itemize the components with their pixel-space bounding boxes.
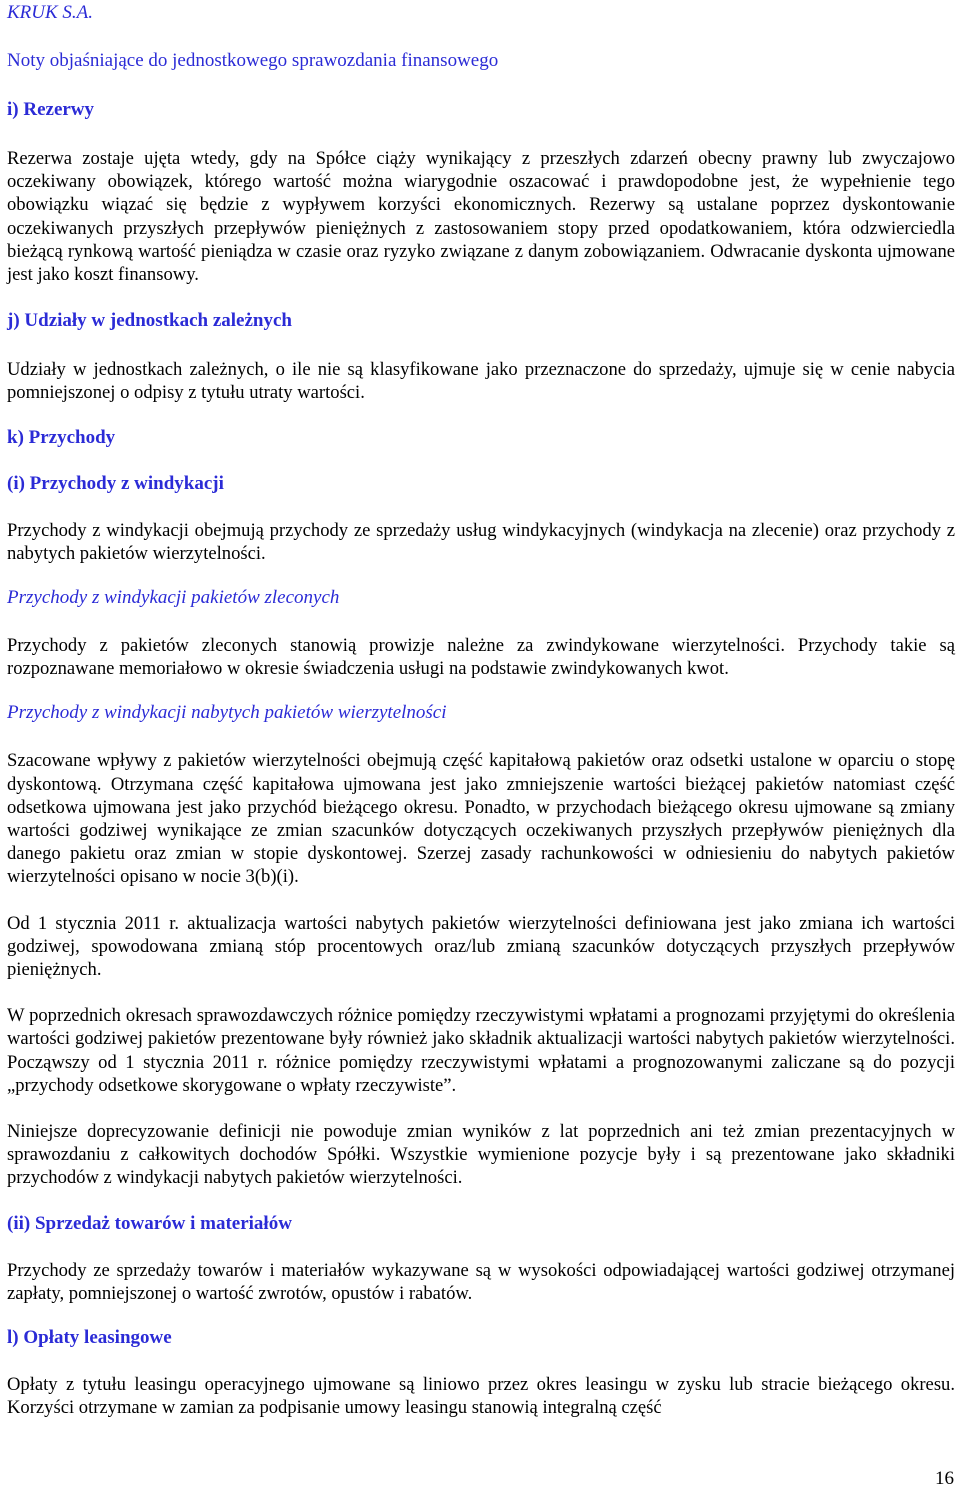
paragraph-oplaty-leasingowe: Opłaty z tytułu leasingu operacyjnego ujmowane są liniowo przez okres leasingu w zysku lub stracie bieżącego okresu. Korzyści otrzymane w zamian za podpisanie umowy leasingu stanowią integralną część	[7, 1374, 955, 1419]
paragraph-rezerwy: Rezerwa zostaje ujęta wtedy, gdy na Spółce ciąży wynikający z przeszłych zdarzeń obecny prawny lub zwyczajowo oczekiwany obowiązek, którego wartość można wiarygodnie oszacować i prawdopodobne jest, że wypełnienie tego obowiązku wiązać się będzie z wypływem korzyści ekonomicznych. Rezerwy są ustalane poprzez dyskontowanie oczekiwanych przyszłych przepływów pieniężnych z zastosowaniem stopy przed opodatkowaniem, która odzwierciedla bieżącą rynkową wartość pieniądza w czasie oraz ryzyko związane z danym zobowiązaniem. Odwracanie dyskonta ujmowane jest jako koszt finansowy.	[7, 148, 955, 286]
heading-sprzedaz-towarow: (ii) Sprzedaż towarów i materiałów	[7, 1212, 292, 1234]
paragraph-udzialy: Udziały w jednostkach zależnych, o ile nie są klasyfikowane jako przeznaczone do sprzedaży, ujmuje się w cenie nabycia pomniejszonej o odpisy z tytułu utraty wartości.	[7, 359, 955, 404]
heading-przychody: k) Przychody	[7, 426, 116, 448]
paragraph-przychody-z-windykacji: Przychody z windykacji obejmują przychody ze sprzedaży usług windykacyjnych (windykacja na zlecenie) oraz przychody z nabytych pakietów wierzytelności.	[7, 519, 955, 564]
heading-udzialy: j) Udziały w jednostkach zależnych	[7, 310, 292, 332]
heading-pakiety-zlecone: Przychody z windykacji pakietów zleconych	[7, 587, 340, 609]
document-page	[7, 0, 955, 1420]
paragraph-pakiety-nabyte-4: Niniejsze doprecyzowanie definicji nie powoduje zmian wyników z lat poprzednich ani też zmian prezentacyjnych w sprawozdaniu z całkowitych dochodów Spółki. Wszystkie wymienione pozycje były i są prezentowane jako składniki przychodów z windykacji nabytych pakietów wierzytelności.	[7, 1121, 955, 1189]
page-number: 16	[935, 1468, 954, 1489]
heading-przychody-z-windykacji: (i) Przychody z windykacji	[7, 472, 224, 494]
paragraph-pakiety-zlecone: Przychody z pakietów zleconych stanowią prowizje należne za zwindykowane wierzytelności. Przychody takie są rozpoznawane memoriałowo w okresie świadczenia usługi na podstawie zwindykowanych kwot.	[7, 635, 955, 680]
paragraph-sprzedaz-towarow: Przychody ze sprzedaży towarów i materiałów wykazywane są w wysokości odpowiadającej wartości godziwej otrzymanej zapłaty, pomniejszonej o wartość zwrotów, opustów i rabatów.	[7, 1259, 955, 1304]
paragraph-pakiety-nabyte-2: Od 1 stycznia 2011 r. aktualizacja wartości nabytych pakietów wierzytelności definiowana jest jako zmiana ich wartości godziwej, spowodowana zmianą stóp procentowych oraz/lub zmianą szacunków dotyczących przyszłych przepływów pieniężnych.	[7, 912, 955, 981]
heading-oplaty-leasingowe: l) Opłaty leasingowe	[7, 1327, 172, 1349]
paragraph-pakiety-nabyte-1: Szacowane wpływy z pakietów wierzytelności obejmują część kapitałową pakietów oraz odsetki ustalone w oparciu o stopę dyskontową. Otrzymana część kapitałowa ujmowana jest jako zmniejszenie wartości bieżącej pakietów natomiast część odsetkowa ujmowana jest jako przychód bieżącego okresu. Ponadto, w przychodach bieżącego okresu ujmowane są zmiany wartości godziwej wynikające ze zmian szacunków dotyczących oczekiwanych przyszłych przepływów pieniężnych dla danego pakietu oraz zmian w stopie dyskontowej. Szerzej zasady rachunkowości w odniesieniu do nabytych pakietów wierzytelności opisano w nocie 3(b)(i).	[7, 750, 955, 888]
heading-pakiety-nabyte: Przychody z windykacji nabytych pakietów wierzytelności	[7, 702, 447, 724]
paragraph-pakiety-nabyte-3: W poprzednich okresach sprawozdawczych różnice pomiędzy rzeczywistymi wpłatami a prognozami przyjętymi do określenia wartości godziwej pakietów prezentowane były również jako składnik aktualizacji wartości nabytych pakietów wierzytelności. Począwszy od 1 stycznia 2011 r. różnice pomiędzy rzeczywistymi wpłatami a prognozowanymi zaliczane są do pozycji „przychody odsetkowe skorygowane o wpłaty rzeczywiste”.	[7, 1005, 955, 1096]
company-name: KRUK S.A.	[7, 2, 94, 23]
document-title: Noty objaśniające do jednostkowego sprawozdania finansowego	[7, 50, 499, 71]
heading-rezerwy: i) Rezerwy	[7, 99, 95, 120]
